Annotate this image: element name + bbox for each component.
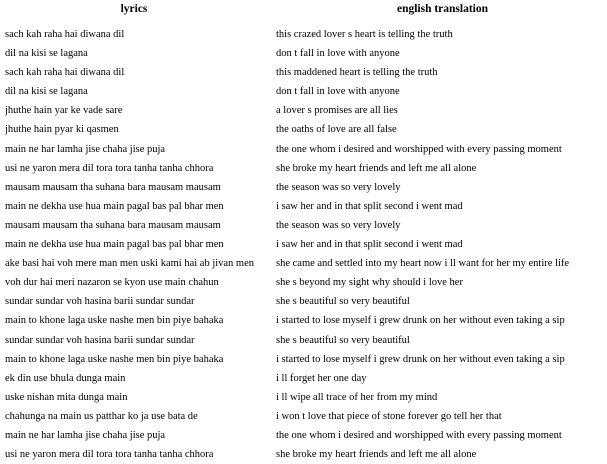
table-row	[0, 311, 607, 330]
table-body	[0, 25, 607, 464]
translation-cell: a lover s promises are all lies	[276, 105, 398, 117]
translation-cell: don t fall in love with anyone	[276, 86, 400, 98]
table-row	[0, 140, 607, 159]
translation-cell: the oaths of love are all false	[276, 124, 397, 136]
translation-cell: don t fall in love with anyone	[276, 48, 400, 60]
header-row	[0, 3, 607, 21]
lyric-cell: sach kah raha hai diwana dil	[5, 67, 125, 79]
table-row	[0, 407, 607, 426]
table-row	[0, 254, 607, 273]
table-row	[0, 44, 607, 63]
translation-cell: the one whom i desired and worshipped with every passing moment	[276, 143, 562, 155]
lyric-cell: dil na kisi se lagana	[5, 86, 88, 98]
table-row	[0, 235, 607, 254]
translation-cell: the season was so very lovely	[276, 181, 401, 193]
lyric-cell: jhuthe hain pyar ki qasmen	[5, 124, 119, 136]
lyric-cell: jhuthe hain yar ke vade sare	[5, 105, 123, 117]
translation-cell: she s beyond my sight why should i love her	[276, 277, 463, 289]
table-row	[0, 331, 607, 350]
lyric-cell: sach kah raha hai diwana dil	[5, 29, 125, 40]
lyric-cell: main ne har lamha jise chaha jise puja	[5, 429, 166, 441]
translation-cell: i started to lose myself i grew drunk on her without even taking a sip	[276, 315, 565, 327]
table-row	[0, 369, 607, 388]
table-row	[0, 178, 607, 197]
table-row	[0, 101, 607, 120]
lyric-cell: main ne har lamha jise chaha jise puja	[5, 143, 166, 155]
table-row	[0, 273, 607, 292]
translation-cell: she broke my heart friends and left me all alone	[276, 449, 477, 461]
lyric-cell: ek din use bhula dunga main	[5, 372, 126, 384]
lyric-cell: sundar sundar voh hasina barii sundar sundar	[5, 334, 195, 346]
translation-cell: i ll wipe all trace of her from my mind	[276, 391, 438, 403]
lyric-cell: main ne dekha use hua main pagal bas pal bhar men	[5, 239, 224, 251]
translation-cell: she s beautiful so very beautiful	[276, 296, 410, 308]
translation-cell: she broke my heart friends and left me all alone	[276, 162, 477, 174]
lyric-cell: usi ne yaron mera dil tora tora tanha tanha chhora	[5, 449, 214, 461]
translation-cell: the one whom i desired and worshipped with every passing moment	[276, 429, 562, 441]
lyric-cell: mausam mausam tha suhana bara mausam mausam	[5, 219, 221, 231]
translation-cell: i ll forget her one day	[276, 372, 367, 384]
table-row	[0, 426, 607, 445]
lyric-cell: dil na kisi se lagana	[5, 48, 88, 60]
table-row	[0, 159, 607, 178]
table-row	[0, 120, 607, 139]
translation-cell: she came and settled into my heart now i ll want for her my entire life	[276, 258, 570, 270]
translation-cell: this crazed lover s heart is telling the truth	[276, 29, 453, 40]
translation-cell: i won t love that piece of stone forever go tell her that	[276, 410, 502, 422]
table-row	[0, 63, 607, 82]
translation-cell: i started to lose myself i grew drunk on her without even taking a sip	[276, 353, 565, 365]
table-row	[0, 388, 607, 407]
table-row	[0, 197, 607, 216]
table-row	[0, 82, 607, 101]
translation-cell: the season was so very lovely	[276, 219, 401, 231]
translation-cell: i saw her and in that split second i went mad	[276, 239, 463, 251]
lyric-cell: uske nishan mita dunga main	[5, 391, 128, 403]
translation-cell: i saw her and in that split second i went mad	[276, 200, 463, 212]
table-row	[0, 25, 607, 44]
lyric-cell: main ne dekha use hua main pagal bas pal bhar men	[5, 200, 224, 212]
lyric-cell: voh dur hai meri nazaron se kyon use main chahun	[5, 277, 219, 289]
header-translation: english translation	[396, 3, 489, 15]
lyric-cell: ake basi hai voh mere man men uski kami hai ab jivan men	[5, 258, 255, 270]
lyric-cell: chahunga na main us patthar ko ja use bata de	[5, 410, 198, 422]
table-row	[0, 445, 607, 464]
lyric-cell: usi ne yaron mera dil tora tora tanha tanha chhora	[5, 162, 214, 174]
header-lyrics: lyrics	[120, 3, 148, 15]
lyric-cell: main to khone laga uske nashe men bin piye bahaka	[5, 315, 224, 327]
lyric-cell: sundar sundar voh hasina barii sundar sundar	[5, 296, 195, 308]
translation-cell: this maddened heart is telling the truth	[276, 67, 438, 79]
lyric-cell: main to khone laga uske nashe men bin piye bahaka	[5, 353, 224, 365]
table-row	[0, 216, 607, 235]
translation-cell: she s beautiful so very beautiful	[276, 334, 410, 346]
lyric-cell: mausam mausam tha suhana bara mausam mausam	[5, 181, 221, 193]
table-row	[0, 292, 607, 311]
table-row	[0, 350, 607, 369]
